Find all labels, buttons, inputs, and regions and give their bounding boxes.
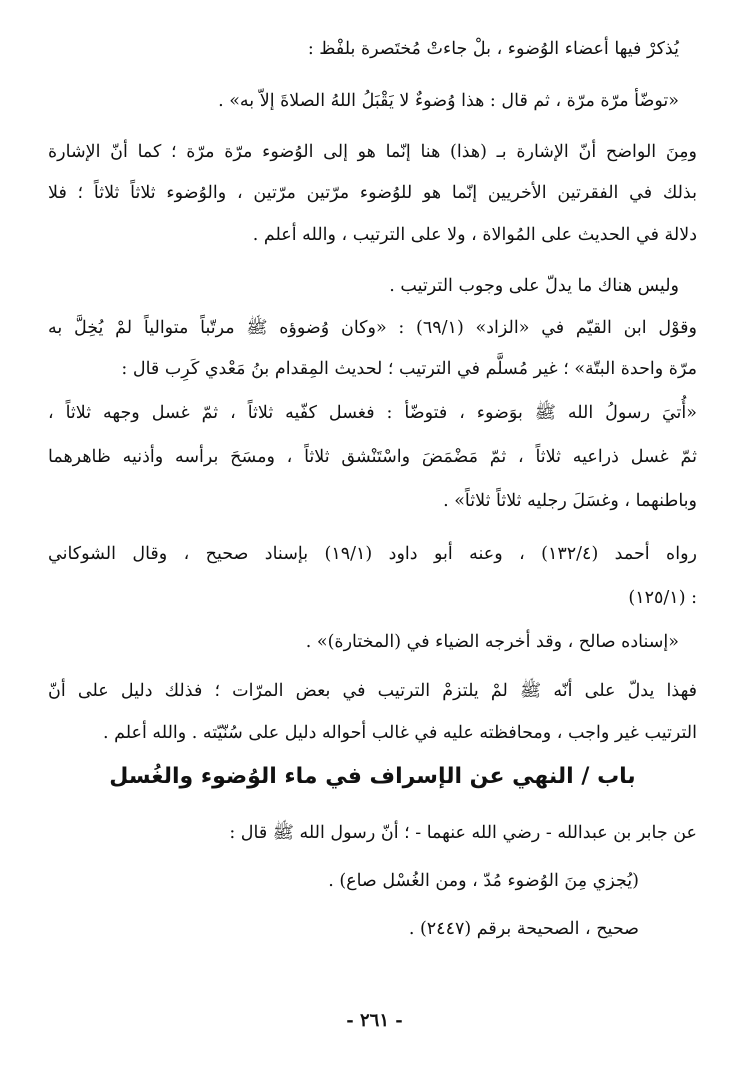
hadith-line-3: صحيح ، الصحيحة برقم (٢٤٤٧) . bbox=[408, 919, 639, 939]
text-line-11: وباطنهما ، وغسَلَ رجليه ثلاثاً ثلاثاً» . bbox=[443, 491, 697, 511]
text-line-1: يُذكرْ فيها أعضاء الوُضوء ، بلْ جاءتْ مُختَصرة بلفْظ : bbox=[307, 39, 679, 59]
hadith-line-2: (يُجزي مِنَ الوُضوء مُدّ ، ومن الغُسْل صاع) . bbox=[328, 871, 639, 891]
text-line-7: وقوْل ابن القيّم في «الزاد» (٦٩/١) : «وكان وُضوؤه ﷺ مرتّباً متوالياً لمْ يُخِلَّ به bbox=[48, 318, 697, 338]
text-line-13: (١٢٥/١) : bbox=[628, 588, 697, 608]
text-line-8: مرّة واحدة البتّة» ؛ غير مُسلَّم في الترتيب ؛ لحديث المِقدام بنُ مَعْدي كَرِب قال : bbox=[121, 359, 697, 379]
page-number: - ٢٦١ - bbox=[346, 1010, 403, 1031]
text-line-4: بذلك في الفقرتين الأخريين إنّما هو للوُضوء مرّتين مرّتين ، والوُضوء ثلاثاً ثلاثاً ؛ فلا bbox=[48, 183, 697, 203]
text-line-9: «أُتيَ رسولُ الله ﷺ بوَضوء ، فتوضّأ : فغسل كفّيه ثلاثاً ، ثمّ غسل وجهه ثلاثاً ، bbox=[48, 403, 697, 423]
text-line-6: وليس هناك ما يدلّ على وجوب الترتيب . bbox=[389, 276, 679, 296]
text-line-5: دلالة في الحديث على المُوالاة ، ولا على الترتيب ، والله أعلم . bbox=[252, 225, 697, 245]
text-line-16: الترتيب غير واجب ، ومحافظته عليه في غالب أحواله دليل على سُنّيّته . والله أعلم . bbox=[102, 723, 697, 743]
hadith-line-1: عن جابر بن عبدالله - رضي الله عنهما - ؛ أنّ رسول الله ﷺ قال : bbox=[229, 823, 697, 843]
text-line-14: «إسناده صالح ، وقد أخرجه الضياء في (المختارة)» . bbox=[305, 632, 679, 652]
chapter-heading: باب / النهي عن الإسراف في ماء الوُضوء والغُسل bbox=[109, 764, 636, 789]
text-line-10: ثمّ غسل ذراعيه ثلاثاً ، ثمّ مَضْمَضَ واسْتَنْشق ثلاثاً ، ومسَحَ برأسه وأذنيه ظاهرهما bbox=[48, 447, 697, 467]
text-line-3: ومِنَ الواضح أنّ الإشارة بـ (هذا) هنا إنّما هو إلى الوُضوء مرّة مرّة ؛ كما أنّ الإشارة bbox=[48, 142, 697, 162]
text-line-15: فهذا يدلّ على أنّه ﷺ لمْ يلتزمْ الترتيب في بعض المرّات ؛ فذلك دليل على أنّ bbox=[48, 681, 697, 701]
text-line-2: «توضّأ مرّة مرّة ، ثم قال : هذا وُضوءٌ لا يَقْبَلُ اللهُ الصلاةَ إلاّ به» . bbox=[218, 91, 679, 111]
text-line-12: رواه أحمد (١٣٢/٤) ، وعنه أبو داود (١٩/١) بإسناد صحيح ، وقال الشوكاني bbox=[48, 544, 697, 564]
